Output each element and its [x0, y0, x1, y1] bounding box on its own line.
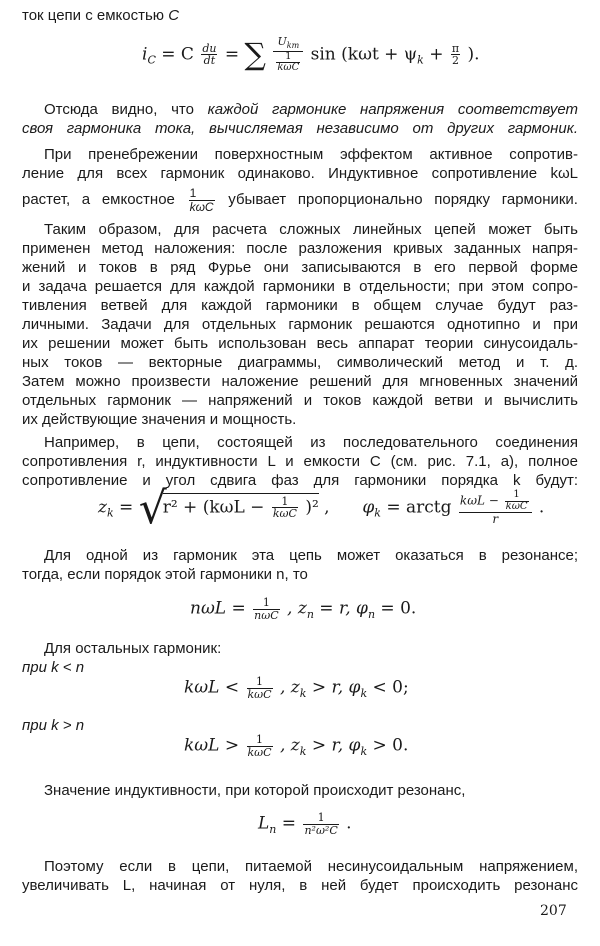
square-root: √ r² + (kωL − $\frac{1}{\text{kωC}}$ )²: [138, 482, 319, 534]
pi-half-fraction: $\frac{\pi}{2}$: [451, 41, 460, 68]
du-dt-fraction: $\frac{du}{dt}$: [202, 41, 217, 68]
case-k-greater-n-row: [22, 716, 578, 735]
impedance-formula: $z_k$ = √ r² + (kωL − $\frac{1}{\text{kωC}}$ )² , $\varphi_k$ = arctg kωL − $\frac{1}{\text{kωC}}$ r .: [98, 482, 545, 534]
resonance-condition-formula: nωL = $\frac{1}{\text{nωC}}$ , $z_n = r$, $\varphi_n = 0$.: [190, 596, 417, 622]
current-formula: $i_C = C$ $\frac{du}{dt}$ = ∑ $\frac{U_{km}}{\frac{1}{\text{kωC}}}$ $\sin (k\omega t + \psi_k$ + $\frac{\pi}{2}$ ).: [142, 35, 480, 74]
paragraph-resistance-cont: растет, а емкостное $\frac{1}{\text{kωC}}$ убывает пропорционально порядку гармоники.: [22, 186, 578, 214]
resonant-inductance-formula: $L_n$ = $\frac{1}{\text{n²ω²C}}$ .: [258, 811, 352, 837]
paragraph-resistance: При пренебрежении поверхностным эффектом активное сопротив- ление для всех гармоник одинаково. Индуктивное сопротивление kωL: [22, 146, 578, 182]
paragraph-resonant-inductance: Значение индуктивности, при которой происходит резонанс,: [44, 782, 466, 799]
intro-line: ток цепи с емкостью C: [22, 7, 180, 24]
capacitive-reactance-fraction: $\frac{1}{\text{kωC}}$: [189, 186, 214, 214]
amplitude-fraction: $\frac{U_{km}}{\frac{1}{\text{kωC}}}$: [273, 36, 303, 74]
paragraph-conclusion: Поэтому если в цепи, питаемой несинусоидальным напряжением, увеличивать L, начиная от нуля, в ней будет происходить резонанс: [22, 858, 578, 894]
case-k-greater-n: при k > n: [22, 717, 85, 734]
paragraph-example: Например, в цепи, состоящей из последовательного соединения сопротивления r, индуктивности L и емкости C (см. рис. 7.1, a), полное сопротивление и угол сдвига фаз для гармоники порядка k будут:: [22, 434, 578, 489]
paragraph-resonance: Для одной из гармоник эта цепь может оказаться в резонансе; тогда, если порядок этой гармоники n, то: [22, 547, 578, 583]
capacitance-symbol: C: [168, 7, 180, 24]
case-k-less-n: при k < n: [22, 659, 85, 676]
paragraph-harmonics: Отсюда видно, что каждой гармонике напряжения соответствует своя гармоника тока, вычисляемая независимо от других гармоник.: [22, 101, 579, 137]
page-number: 207: [540, 903, 567, 919]
inductive-case-formula: kωL < $\frac{1}{\text{kωC}}$ , $z_k > r$, $\varphi_k < 0$;: [184, 675, 409, 701]
paragraph-other-harmonics: Для остальных гармоник: при k < n: [22, 639, 578, 677]
capacitive-case-formula: kωL > $\frac{1}{\text{kωC}}$ , $z_k > r$, $\varphi_k > 0$.: [184, 733, 409, 759]
phase-angle-fraction: kωL − $\frac{1}{\text{kωC}}$ r: [459, 490, 532, 526]
paragraph-superposition: Таким образом, для расчета сложных линейных цепей может быть применен метод наложения: после разложения кривых заданных напря- жений и токов в ряд Фурье они записываются в его первой форме и задача решается для каждой гармоники в отдельности; при этом сопро- тивления ветвей для каждой гармоники в общем случае будут раз- личными. Задачи для отдельных гармоник решаются однотипно и при их решении может быть использован весь аппарат теории синусоидаль- ных токов — векторные диаграммы, символический метод и т. д. Затем можно произвести наложение решений для мгновенных значений отдельных гармоник — напряжений и токов каждой ветви и вычислить их действующие значения и мощность.: [22, 221, 578, 428]
sum-symbol: ∑: [244, 37, 266, 73]
